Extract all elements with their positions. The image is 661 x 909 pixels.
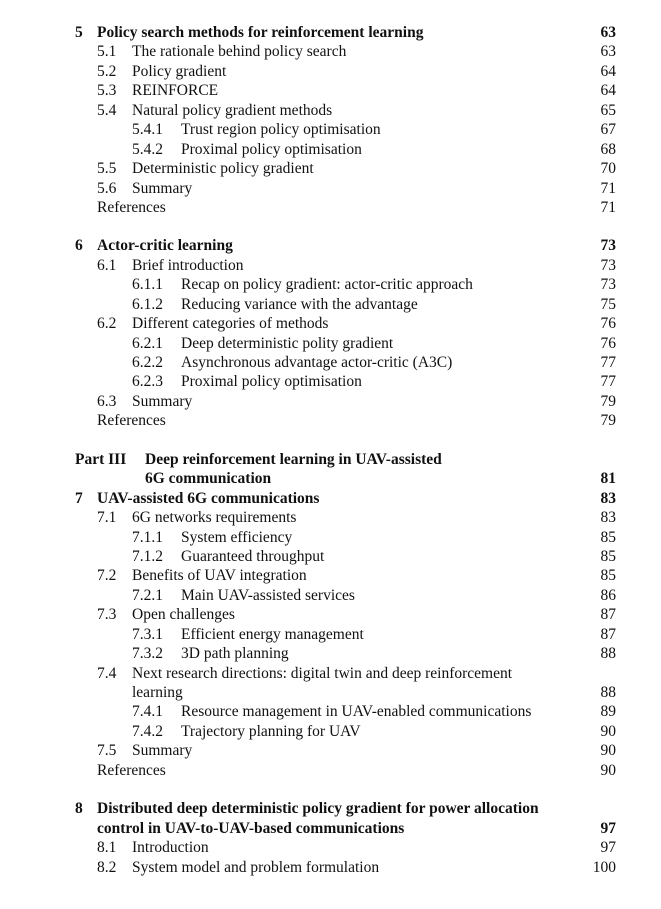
toc-entry-subsection: [0, 625, 661, 644]
entry-page-number: 63: [600, 24, 616, 41]
toc-entry-section: [0, 62, 661, 81]
entry-title: Distributed deep deterministic policy gradient for power allocation: [97, 800, 539, 818]
entry-page-number: 65: [600, 101, 616, 119]
entry-number: 5.4.1: [132, 121, 163, 139]
entry-number: 7.4.1: [132, 703, 163, 721]
entry-page-number: 64: [600, 62, 616, 80]
entry-title: 6G networks requirements: [132, 509, 297, 527]
entry-number: 6.3: [97, 392, 117, 410]
entry-title: Main UAV-assisted services: [181, 586, 355, 604]
entry-page-number: 97: [600, 819, 616, 837]
entry-title: Resource management in UAV-enabled communications: [181, 703, 532, 721]
entry-number: 7.3.1: [132, 625, 163, 643]
entry-page-number: 85: [600, 528, 616, 546]
entry-number: 7.3.2: [132, 645, 163, 663]
toc-entry-subsection: [0, 140, 661, 159]
entry-page-number: 79: [600, 392, 616, 410]
entry-title: Summary: [132, 742, 193, 760]
entry-number: 6.1.1: [132, 276, 163, 294]
toc-entry-subsection: [0, 722, 661, 741]
entry-title: Policy gradient: [132, 62, 227, 80]
entry-page-number: 64: [600, 82, 616, 100]
toc-entry-section: [0, 81, 661, 100]
entry-title: Deep deterministic polity gradient: [181, 334, 394, 352]
entry-number: 6.2.1: [132, 334, 163, 352]
entry-title: Summary: [132, 179, 193, 197]
entry-number: 6: [75, 237, 83, 255]
entry-number: 6.1: [97, 256, 117, 274]
entry-title: Proximal policy optimisation: [181, 140, 362, 158]
entry-number: 6.2.3: [132, 373, 163, 391]
entry-page-number: 97: [600, 839, 616, 857]
entry-page-number: 73: [600, 276, 616, 294]
toc-entry-section: [0, 664, 661, 683]
entry-title: Asynchronous advantage actor-critic (A3C): [181, 354, 453, 371]
toc-entry-section: [0, 858, 661, 877]
toc-entry-chapter: [0, 819, 661, 838]
entry-title: 6G communication: [145, 470, 272, 488]
toc-entry-section: [0, 179, 661, 198]
toc-entry-refs: [0, 761, 661, 780]
toc-entry-section: [0, 605, 661, 624]
entry-page-number: 88: [600, 645, 616, 663]
entry-number: 5.4: [97, 101, 117, 119]
entry-number: 7.5: [97, 742, 117, 760]
toc-entry-subsection: [0, 547, 661, 566]
entry-page-number: 77: [600, 354, 616, 371]
entry-title: UAV-assisted 6G communications: [97, 489, 320, 507]
entry-number: Part III: [75, 450, 127, 468]
toc-entry-subsection: [0, 120, 661, 139]
entry-number: 5.3: [97, 82, 117, 100]
entry-title: Actor-critic learning: [97, 237, 233, 255]
toc-entry-section: [0, 838, 661, 857]
entry-title: Benefits of UAV integration: [132, 567, 307, 585]
toc-entry-subsection: [0, 334, 661, 353]
entry-number: 6.1.2: [132, 295, 163, 313]
toc-entry-section: [0, 741, 661, 760]
table-of-contents: [0, 23, 661, 877]
entry-title: learning: [132, 684, 183, 701]
entry-page-number: 89: [600, 703, 616, 721]
toc-entry-section: [0, 508, 661, 527]
entry-page-number: 85: [600, 547, 616, 565]
entry-page-number: 76: [600, 334, 616, 352]
toc-entry-refs: [0, 198, 661, 217]
entry-number: 6.2: [97, 315, 117, 333]
toc-entry-section: [0, 256, 661, 275]
entry-number: 8: [75, 800, 83, 818]
entry-title: Deep reinforcement learning in UAV-assisted: [145, 450, 442, 468]
entry-page-number: 86: [600, 586, 616, 604]
toc-entry-section: [0, 42, 661, 61]
entry-page-number: 77: [600, 373, 616, 391]
entry-page-number: 81: [600, 470, 616, 488]
entry-page-number: 90: [600, 722, 616, 740]
entry-title: Proximal policy optimisation: [181, 373, 362, 391]
entry-title: Efficient energy management: [181, 625, 364, 643]
toc-entry-part: [0, 450, 661, 469]
toc-entry-subsection: [0, 353, 661, 372]
entry-page-number: 73: [600, 256, 616, 274]
entry-title: References: [97, 412, 166, 430]
entry-number: 6.2.2: [132, 354, 163, 371]
entry-number: 7.1.2: [132, 547, 163, 565]
entry-number: 5.4.2: [132, 140, 163, 158]
toc-entry-refs: [0, 411, 661, 430]
entry-page-number: 87: [600, 625, 616, 643]
toc-entry-section: [0, 314, 661, 333]
entry-title: Summary: [132, 392, 193, 410]
toc-entry-section: [0, 566, 661, 585]
entry-title: Reducing variance with the advantage: [181, 295, 418, 313]
entry-title: Natural policy gradient methods: [132, 101, 333, 119]
entry-page-number: 63: [600, 43, 616, 61]
entry-page-number: 83: [600, 489, 616, 507]
toc-entry-part: [0, 469, 661, 488]
entry-title: Different categories of methods: [132, 315, 329, 333]
entry-title: References: [97, 198, 166, 216]
entry-number: 7: [75, 489, 83, 507]
entry-title: System efficiency: [181, 528, 293, 546]
entry-title: Recap on policy gradient: actor-critic approach: [181, 276, 473, 294]
toc-entry-section: [0, 683, 661, 702]
entry-title: Next research directions: digital twin and deep reinforcement: [132, 664, 513, 682]
entry-number: 5.2: [97, 62, 117, 80]
entry-page-number: 87: [600, 606, 616, 624]
entry-title: System model and problem formulation: [132, 858, 380, 876]
entry-number: 7.2: [97, 567, 117, 585]
entry-title: Introduction: [132, 839, 209, 857]
entry-page-number: 71: [600, 179, 616, 197]
entry-title: Trajectory planning for UAV: [181, 722, 361, 740]
entry-page-number: 90: [600, 761, 616, 779]
entry-page-number: 79: [600, 412, 616, 430]
entry-page-number: 73: [600, 237, 616, 255]
entry-number: 7.2.1: [132, 586, 163, 604]
entry-number: 8.2: [97, 858, 117, 876]
entry-number: 5.5: [97, 160, 117, 178]
toc-entry-chapter: [0, 489, 661, 508]
entry-title: Trust region policy optimisation: [181, 121, 381, 139]
toc-entry-chapter: [0, 23, 661, 42]
entry-title: 3D path planning: [181, 645, 289, 663]
entry-page-number: 76: [600, 315, 616, 333]
toc-entry-section: [0, 101, 661, 120]
entry-title: Guaranteed throughput: [181, 547, 325, 565]
toc-entry-subsection: [0, 702, 661, 721]
entry-number: 5.1: [97, 43, 117, 61]
entry-title: REINFORCE: [132, 82, 219, 100]
entry-page-number: 88: [600, 684, 616, 701]
entry-number: 7.4: [97, 664, 117, 682]
toc-entry-chapter: [0, 799, 661, 818]
toc-entry-section: [0, 159, 661, 178]
toc-entry-section: [0, 392, 661, 411]
toc-entry-subsection: [0, 295, 661, 314]
entry-number: 5: [75, 24, 83, 41]
entry-number: 7.1.1: [132, 528, 163, 546]
entry-number: 7.3: [97, 606, 117, 624]
entry-page-number: 75: [600, 295, 616, 313]
entry-page-number: 70: [600, 160, 616, 178]
entry-title: References: [97, 761, 166, 779]
entry-page-number: 67: [600, 121, 616, 139]
entry-page-number: 85: [600, 567, 616, 585]
entry-page-number: 90: [600, 742, 616, 760]
entry-page-number: 71: [600, 198, 616, 216]
entry-page-number: 83: [600, 509, 616, 527]
entry-number: 7.1: [97, 509, 117, 527]
entry-page-number: 100: [592, 858, 616, 876]
entry-title: Policy search methods for reinforcement learning: [97, 24, 424, 41]
entry-page-number: 68: [600, 140, 616, 158]
entry-number: 8.1: [97, 839, 117, 857]
toc-entry-subsection: [0, 372, 661, 391]
entry-number: 7.4.2: [132, 722, 163, 740]
toc-entry-subsection: [0, 586, 661, 605]
entry-title: Deterministic policy gradient: [132, 160, 314, 178]
entry-title: The rationale behind policy search: [132, 43, 347, 61]
toc-entry-subsection: [0, 275, 661, 294]
entry-title: Brief introduction: [132, 256, 244, 274]
toc-entry-subsection: [0, 644, 661, 663]
entry-title: control in UAV-to-UAV-based communications: [97, 819, 405, 837]
toc-entry-chapter: [0, 236, 661, 255]
toc-entry-subsection: [0, 528, 661, 547]
entry-number: 5.6: [97, 179, 117, 197]
entry-title: Open challenges: [132, 606, 235, 624]
